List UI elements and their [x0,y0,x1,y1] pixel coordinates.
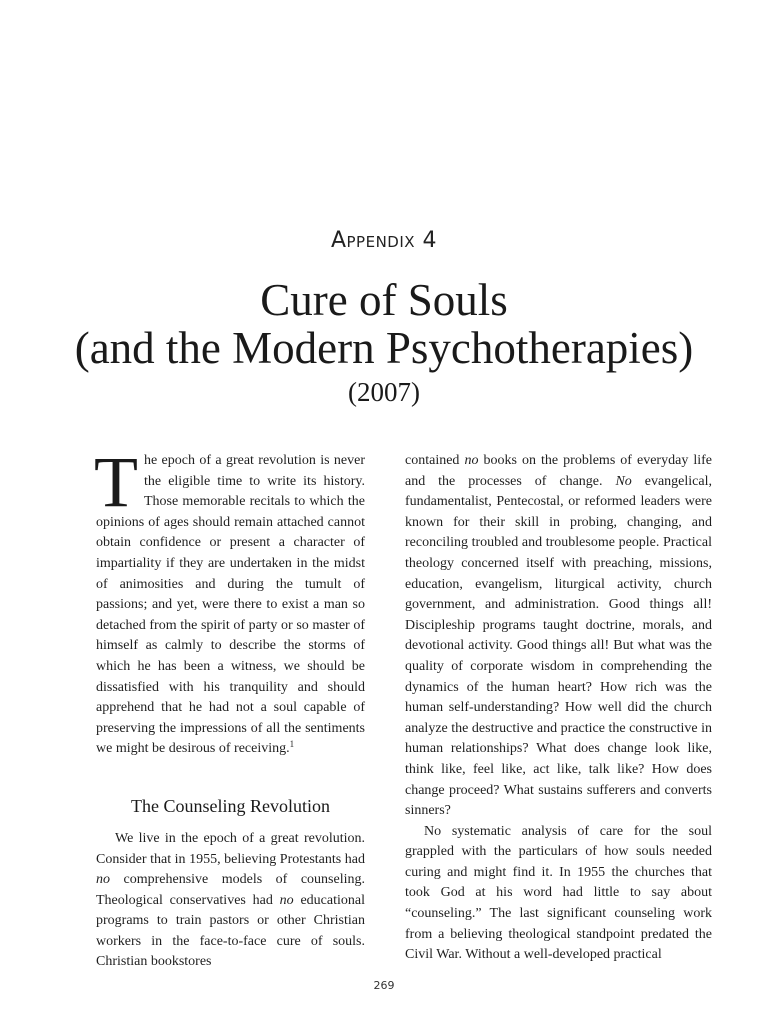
right-column [405,451,712,966]
section-heading: The Counseling Revolution [131,795,330,816]
drop-cap: T [94,442,138,522]
body-paragraph [405,451,712,822]
text-run: books on the problems of everyday life and the processes of change. [405,453,713,489]
text-run: evangelical, fundamentalist, Pentecostal, or reformed leaders were known for their skill in probing, changing, and reconciling troubled and troublesome people. Practical theology concerned itself with preaching, missions, education, evangelism, liturgical activity, church government, and administration. Good things all! Discipleship programs taught doctrine, morals, and devotional activity. Good things all! But what was the quality of corporate wisdom in comprehending the dynamics of the human heart? How rich was the human self-understanding? How well did the church analyze the destructive and practice the constructive in human relationships? What does change look like, think like, feel like, act like, talk like? How does change proceed? What sustains sufferers and converts sinners? [405,473,712,819]
emphasis: No [615,473,632,489]
text-run: educational programs to train pastors or other Christian workers in the face-to-face cure of souls. Christian bookstores [96,892,365,970]
left-column [94,442,365,973]
body-paragraph [96,829,365,973]
emphasis: no [464,453,479,468]
chapter-title: Cure of Souls [260,275,508,325]
intro-paragraph [94,442,365,760]
footnote-reference: 1 [289,739,295,750]
body-paragraph: No systematic analysis of care for the soul grappled with the particulars of how souls needed curing and might find it. In 1955 the churches that took God at his word had little to say about “counseling.” The last significant counseling work from a believing theological standpoint predated the Civil War. Without a well-developed practical [405,823,712,963]
emphasis: no [96,872,110,888]
text-run: comprehensive models of counseling. Theological conservatives had [96,872,365,908]
text-run: We live in the epoch of a great revolution. Consider that in 1955, believing Protestants had [96,830,365,867]
emphasis: no [279,892,294,908]
appendix-label: Appendix 4 [330,228,438,253]
text-run: contained [405,453,465,468]
intro-text: he epoch of a great revolution is never the eligible time to write its history. Those memorable recitals to which the opinions of ages should remain attached cannot obtain confidence or present a character of impartiality if they are undertaken in the midst of animosities and during the tumult of passions; and yet, were there to exist a man so detached from the spirit of party or so master of himself as calmly to describe the storms of which he has been a witness, we should be dissatisfied with his tranquility and should apprehend that he had not a soul capable of preserving the impressions of all the sentiments we might be desirous of receiving. [96,453,365,757]
chapter-year: (2007) [348,377,420,407]
chapter-subtitle: (and the Modern Psychotherapies) [74,323,694,373]
page-number: 269 [373,979,395,992]
